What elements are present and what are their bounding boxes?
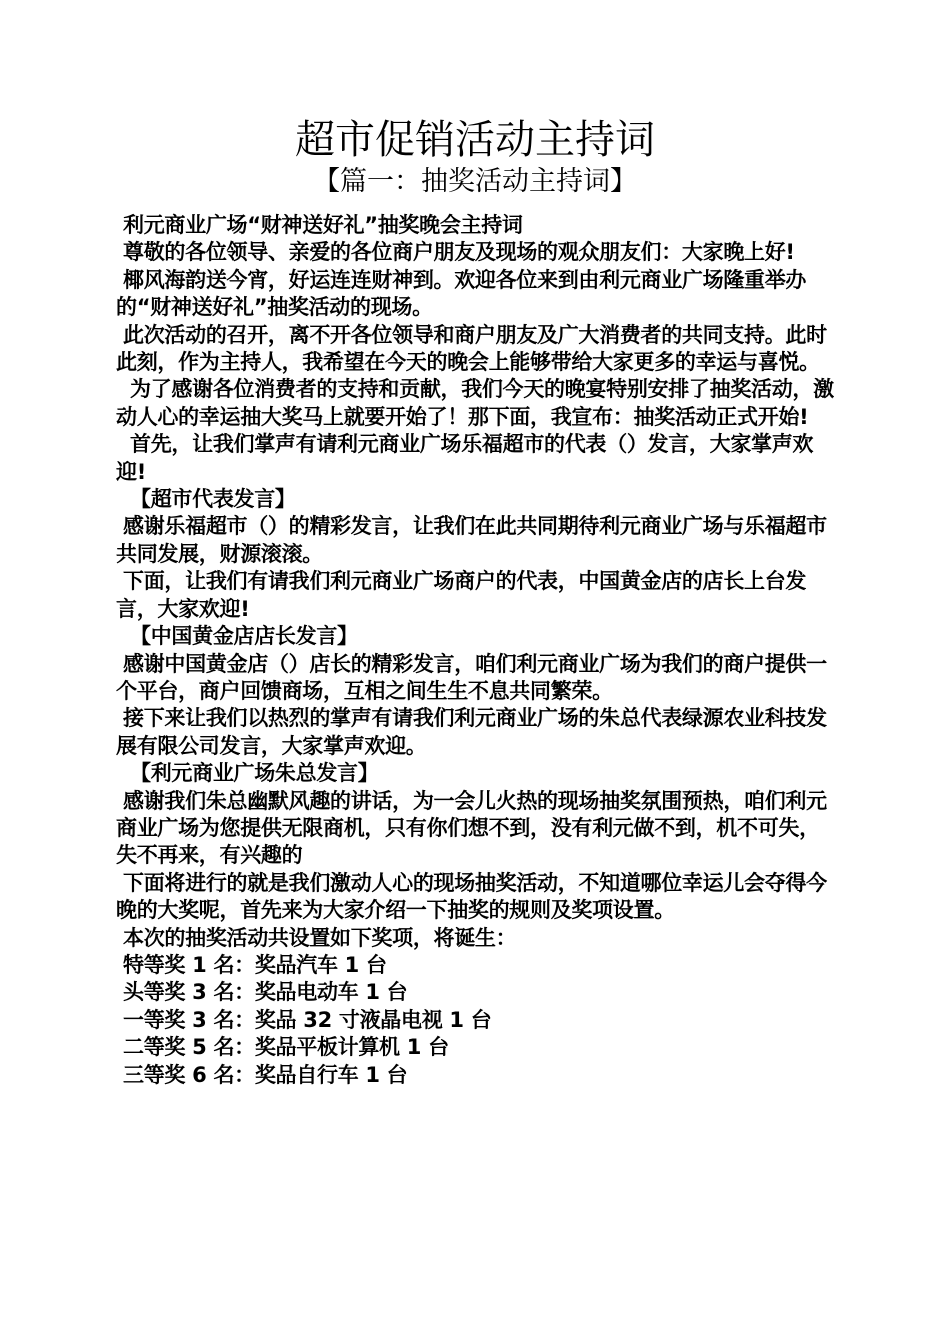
section-heading: 【中国黄金店店长发言】 <box>116 624 358 649</box>
paragraph: 感谢乐福超市（）的精彩发言，让我们在此共同期待利元商业广场与乐福超市共同发展，财源滚滚。 <box>116 514 827 566</box>
paragraph: 首先，让我们掌声有请利元商业广场乐福超市的代表（）发言，大家掌声欢迎! <box>116 432 814 484</box>
paragraph: 利元商业广场“财神送好礼”抽奖晚会主持词 <box>116 213 523 237</box>
prize-line: 特等奖 1 名：奖品汽车 1 台 <box>116 952 387 977</box>
paragraph: 感谢我们朱总幽默风趣的讲话，为一会儿火热的现场抽奖氛围预热，咱们利元商业广场为您提供无限商机，只有你们想不到，没有利元做不到，机不可失，失不再来，有兴趣的 <box>116 788 827 868</box>
prize-line: 三等奖 6 名：奖品自行车 1 台 <box>116 1062 408 1087</box>
document-body <box>116 212 838 1089</box>
document-subtitle: 【篇一：抽奖活动主持词】 <box>313 166 637 197</box>
paragraph: 尊敬的各位领导、亲爱的各位商户朋友及现场的观众朋友们：大家晚上好! <box>116 240 795 265</box>
paragraph: 感谢中国黄金店（）店长的精彩发言，咱们利元商业广场为我们的商户提供一个平台，商户回馈商场，互相之间生生不息共同繁荣。 <box>116 651 827 703</box>
paragraph: 接下来让我们以热烈的掌声有请我们利元商业广场的朱总代表绿源农业科技发展有限公司发言，大家掌声欢迎。 <box>116 706 827 758</box>
paragraph: 下面，让我们有请我们利元商业广场商户的代表，中国黄金店的店长上台发言，大家欢迎! <box>116 569 807 621</box>
document-title: 超市促销活动主持词 <box>295 117 655 163</box>
section-heading: 【超市代表发言】 <box>116 487 296 512</box>
paragraph: 本次的抽奖活动共设置如下奖项，将诞生： <box>116 925 517 950</box>
paragraph: 下面将进行的就是我们激动人心的现场抽奖活动，不知道哪位幸运儿会夺得今晚的大奖呢，首先来为大家介绍一下抽奖的规则及奖项设置。 <box>116 870 827 923</box>
paragraph: 椰风海韵送今宵，好运连连财神到。欢迎各位来到由利元商业广场隆重举办的“财神送好礼”抽奖活动的现场。 <box>116 267 807 320</box>
paragraph: 为了感谢各位消费者的支持和贡献，我们今天的晚宴特别安排了抽奖活动，激动人心的幸运抽大奖马上就要开始了！那下面，我宣布：抽奖活动正式开始! <box>116 377 834 429</box>
paragraph: 此次活动的召开，离不开各位领导和商户朋友及广大消费者的共同支持。此时此刻，作为主持人，我希望在今天的晚会上能够带给大家更多的幸运与喜悦。 <box>116 322 827 375</box>
section-heading: 【利元商业广场朱总发言】 <box>116 761 379 786</box>
prize-line: 头等奖 3 名：奖品电动车 1 台 <box>116 980 408 1005</box>
prize-line: 二等奖 5 名：奖品平板计算机 1 台 <box>116 1035 449 1060</box>
prize-line: 一等奖 3 名：奖品 32 寸液晶电视 1 台 <box>116 1007 492 1032</box>
